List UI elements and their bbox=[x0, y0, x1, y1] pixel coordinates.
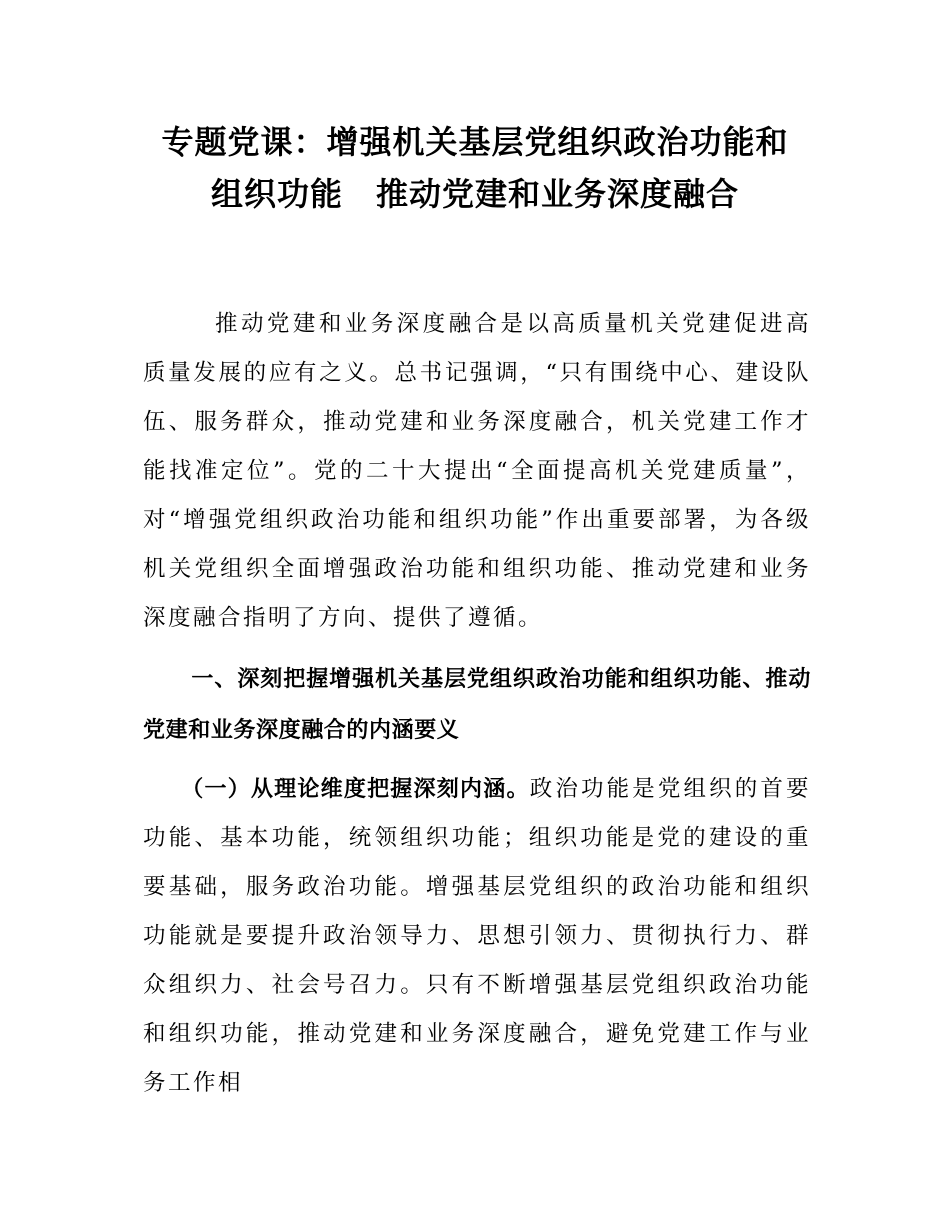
document-body bbox=[143, 300, 811, 1108]
title-line-1: 专题党课：增强机关基层党组织政治功能和 bbox=[161, 123, 789, 161]
subsection-paragraph-1 bbox=[143, 765, 811, 1108]
subsection-body-1: 政治功能是党组织的首要功能、基本功能，统领组织功能；组织功能是党的建设的重要基础，服务政治功能。增强基层党组织的政治功能和组织功能就是要提升政治领导力、思想引领力、贯彻执行力、群众组织力、社会号召力。只有不断增强基层党组织政治功能和组织功能，推动党建和业务深度融合，避免党建工作与业务工作相 bbox=[143, 776, 811, 1096]
title-line-2: 组织功能 推动党建和业务深度融合 bbox=[210, 175, 739, 213]
subsection-lead-1: （一）从理论维度把握深刻内涵。 bbox=[181, 777, 530, 802]
section-heading-1: 一、深刻把握增强机关基层党组织政治功能和组织功能、推动党建和业务深度融合的内涵要义 bbox=[143, 667, 811, 743]
intro-paragraph: 推动党建和业务深度融合是以高质量机关党建促进高质量发展的应有之义。总书记强调，“只有围绕中心、建设队伍、服务群众，推动党建和业务深度融合，机关党建工作才能找准定位”。党的二十大提出“全面提高机关党建质量”，对“增强党组织政治功能和组织功能”作出重要部署，为各级机关党组织全面增强政治功能和组织功能、推动党建和业务深度融合指明了方向、提供了遵循。 bbox=[143, 311, 811, 631]
document-title bbox=[0, 116, 950, 220]
